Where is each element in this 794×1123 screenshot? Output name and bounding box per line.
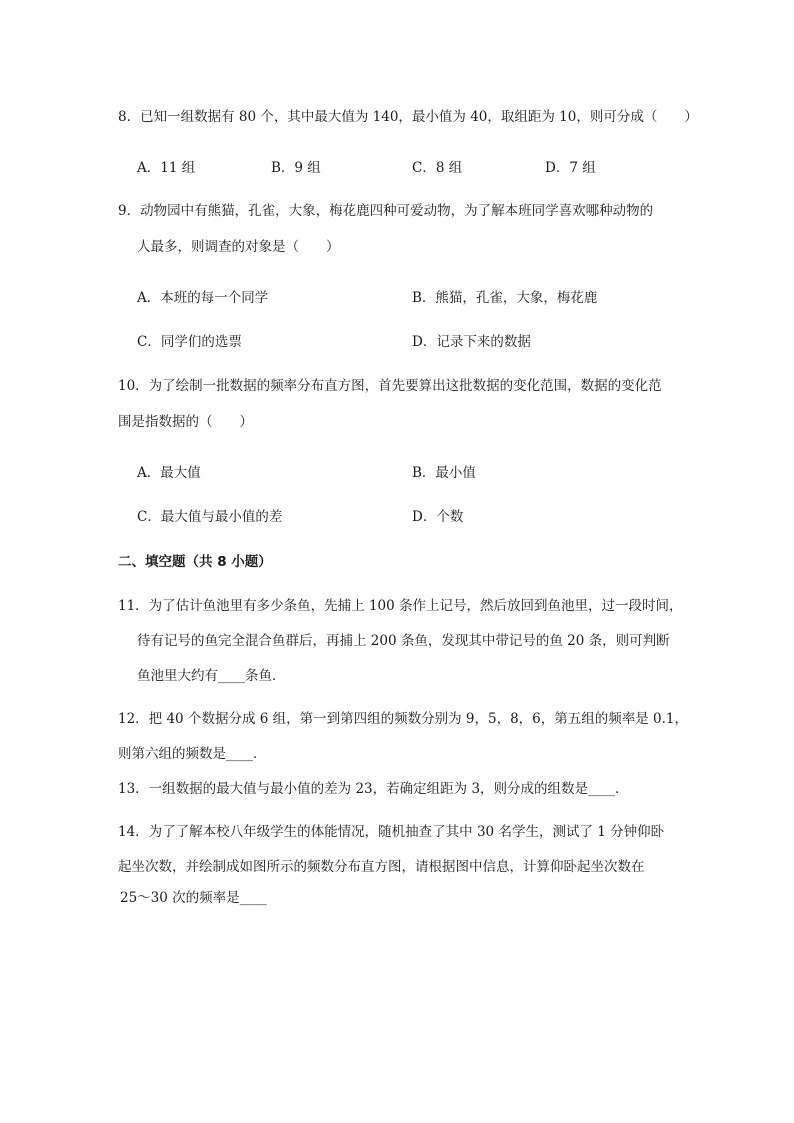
question-9-text-line1: 9．动物园中有熊猫，孔雀，大象，梅花鹿四种可爱动物，为了解本班同学喜欢哪种动物的 (118, 203, 654, 219)
question-9-option-c: C．同学们的选票 (137, 334, 242, 350)
question-10-text-line2: 围是指数据的（ ） (118, 414, 253, 430)
question-14-text-line1: 14．为了了解本校八年级学生的体能情况，随机抽查了其中 30 名学生，测试了 1 分钟仰卧 (118, 824, 665, 840)
question-8-option-c: C．8 组 (412, 160, 463, 176)
question-9-option-a: A．本班的每一个同学 (137, 290, 269, 306)
section-2-title: 二、填空题（共 8 小题） (118, 554, 272, 570)
question-10-option-a: A．最大值 (137, 465, 201, 481)
question-9-option-b: B．熊猫，孔雀，大象，梅花鹿 (412, 290, 598, 306)
question-8-option-b: B．9 组 (271, 160, 321, 176)
question-11-text-line2: 待有记号的鱼完全混合鱼群后，再捕上 200 条鱼，发现其中带记号的鱼 20 条，则可判断 (137, 633, 670, 649)
question-9-option-d: D．记录下来的数据 (412, 334, 531, 350)
question-11-text-line3: 鱼池里大约有____条鱼． (137, 668, 286, 684)
question-10-option-d: D．个数 (412, 509, 464, 525)
question-14-text-line3: 25～30 次的频率是____ (120, 890, 267, 906)
question-10-text-line1: 10．为了绘制一批数据的频率分布直方图，首先要算出这批数据的变化范围，数据的变化范 (118, 378, 662, 394)
question-12-text-line2: 则第六组的频数是____． (118, 746, 267, 762)
question-8-option-a: A．11 组 (137, 160, 196, 176)
question-10-option-c: C．最大值与最小值的差 (137, 509, 283, 525)
question-8-option-d: D．7 组 (545, 160, 596, 176)
question-14-text-line2: 起坐次数，并绘制成如图所示的频数分布直方图，请根据图中信息，计算仰卧起坐次数在 (118, 859, 645, 875)
question-13-text: 13．一组数据的最大值与最小值的差为 23，若确定组距为 3，则分成的组数是____． (118, 781, 629, 797)
question-11-text-line1: 11．为了估计鱼池里有多少条鱼，先捕上 100 条作上记号，然后放回到鱼池里，过一段时间， (118, 598, 683, 614)
question-12-text-line1: 12．把 40 个数据分成 6 组，第一到第四组的频数分别为 9，5，8，6，第五组的频率是 0.1， (118, 711, 689, 727)
question-8-text: 8．已知一组数据有 80 个，其中最大值为 140，最小值为 40，取组距为 10，则可分成（ ） (118, 109, 698, 125)
question-10-option-b: B．最小值 (412, 465, 476, 481)
question-9-text-line2: 人最多，则调查的对象是（ ） (137, 239, 340, 255)
